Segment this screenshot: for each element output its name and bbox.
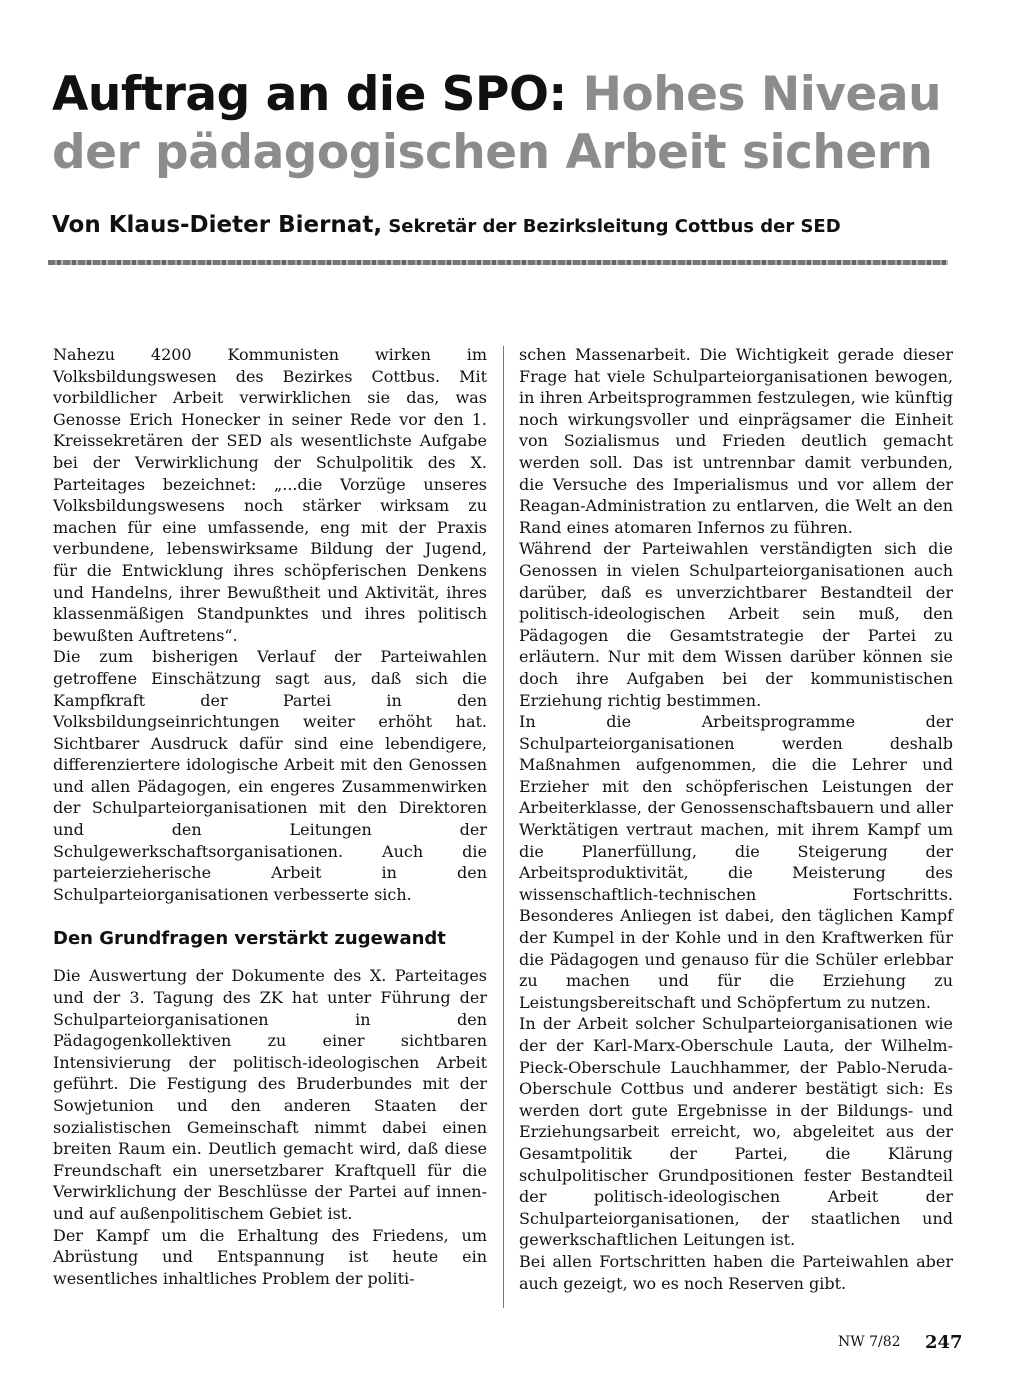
page-number: 247: [925, 1332, 963, 1353]
column-divider: [503, 346, 504, 1308]
paragraph: In die Arbeitsprogramme der Schulparteiorganisationen werden deshalb Maßnahmen aufgenommen, die die Lehrer und Erzieher mit den schöpferischen Leistungen der Arbeiterklasse, der Genossenschaftsbauern und aller Werktätigen vertraut machen, mit ihrem Kampf um die Planerfüllung, die Steigerung der Arbeitsproduktivität, die Meisterung des wissenschaftlich-technischen Fortschritts. Besonderes Anliegen ist dabei, den täglichen Kampf der Kumpel in der Kohle und in den Kraftwerken für die Pädagogen und genauso für die Schüler erlebbar zu machen und für die Erziehung zu Leistungsbereitschaft und Schöpfertum zu nutzen.: [519, 712, 953, 1012]
paragraph: Die Auswertung der Dokumente des X. Parteitages und der 3. Tagung des ZK hat unter Führung der Schulparteiorganisationen in den Pädagogenkollektiven zu einer sichtbaren Intensivierung der politisch-ideologischen Arbeit geführt. Die Festigung des Bruderbundes mit der Sowjetunion und den anderen Staaten der sozialistischen Gemeinschaft nimmt dabei einen breiten Raum ein. Deutlich gemacht wird, daß diese Freundschaft ein unersetzbarer Kraftquell für die Verwirklichung der Beschlüsse der Partei auf innen- und auf außenpolitischem Gebiet ist.: [53, 966, 487, 1223]
page-title: [52, 66, 972, 182]
byline: [52, 212, 972, 238]
issue-label: NW 7/82: [838, 1334, 901, 1350]
paragraph: Der Kampf um die Erhaltung des Friedens, um Abrüstung und Entspannung ist heute ein wesentliches inhaltliches Problem der politi-: [53, 1225, 487, 1288]
text-column-right: [519, 344, 953, 1294]
paragraph: Nahezu 4200 Kommunisten wirken im Volksbildungswesen des Bezirkes Cottbus. Mit vorbildlicher Arbeit verwirklichen sie das, was Genosse Erich Honecker in seiner Rede vor den 1. Kreissekretären der SED als wesentlichste Aufgabe bei der Verwirklichung der Schulpolitik des X. Parteitages bezeichnet: „...die Vorzüge unseres Volksbildungswesens noch stärker wirksam zu machen für eine umfassende, eng mit der Praxis verbundene, lebenswirksame Bildung der Jugend, für die Entwicklung ihres schöpferischen Denkens und Handelns, ihrer Bewußtheit und Aktivität, ihres klassenmäßigen Standpunktes und ihres politisch bewußten Auftretens“.: [53, 345, 487, 645]
section-heading: Den Grundfragen verstärkt zugewandt: [53, 928, 446, 950]
title-main: Auftrag an die SPO:: [52, 67, 583, 122]
paragraph: In der Arbeit solcher Schulparteiorganisationen wie der der Karl-Marx-Oberschule Lauta, der Wilhelm-Pieck-Oberschule Lauchhammer, der Pablo-Neruda-Oberschule Cottbus und anderer bestätigt sich: Es werden dort gute Ergebnisse in der Bildungs- und Erziehungsarbeit erreicht, wo, abgeleitet aus der Gesamtpolitik der Partei, die Klärung schulpolitischer Grundpositionen fester Bestandteil der politisch-ideologischen Arbeit der Schulparteiorganisationen, der staatlichen und gewerkschaftlichen Leitungen ist.: [519, 1014, 953, 1250]
paragraph: Während der Parteiwahlen verständigten sich die Genossen in vielen Schulparteiorganisationen auch darüber, daß es unverzichtbarer Bestandteil der politisch-ideologischen Arbeit sein muß, den Pädagogen die Gesamtstrategie der Partei zu erläutern. Nur mit dem Wissen darüber können sie doch ihre Aufgaben bei der kommunistischen Erziehung richtig bestimmen.: [519, 539, 953, 710]
header-divider: [48, 260, 948, 265]
paragraph: schen Massenarbeit. Die Wichtigkeit gerade dieser Frage hat viele Schulparteiorganisationen bewogen, in ihren Arbeitsprogrammen festzulegen, wie künftig noch wirkungsvoller und einprägsamer die Einheit von Sozialismus und Frieden deutlich gemacht werden soll. Das ist untrennbar damit verbunden, die Versuche des Imperialismus und vor allem der Reagan-Administration zu entlarven, die Welt an den Rand eines atomaren Infernos zu führen.: [519, 345, 953, 537]
text-column-left: [53, 344, 487, 1289]
paragraph: Bei allen Fortschritten haben die Parteiwahlen aber auch gezeigt, wo es noch Reserven gibt.: [519, 1251, 953, 1293]
title-subtitle: Hohes Niveau der pädagogischen Arbeit sichern: [52, 67, 942, 180]
byline-author: Von Klaus-Dieter Biernat,: [52, 212, 383, 238]
paragraph: Die zum bisherigen Verlauf der Parteiwahlen getroffene Einschätzung sagt aus, daß sich die Kampfkraft der Partei in den Volksbildungseinrichtungen weiter erhöht hat. Sichtbarer Ausdruck dafür sind eine lebendigere, differenziertere idologische Arbeit mit den Genossen und allen Pädagogen, ein engeres Zusammenwirken der Schulparteiorganisationen mit den Direktoren und den Leitungen der Schulgewerkschaftsorganisationen. Auch die parteierzieherische Arbeit in den Schulparteiorganisationen verbesserte sich.: [53, 647, 487, 904]
byline-role: Sekretär der Bezirksleitung Cottbus der SED: [382, 216, 841, 237]
